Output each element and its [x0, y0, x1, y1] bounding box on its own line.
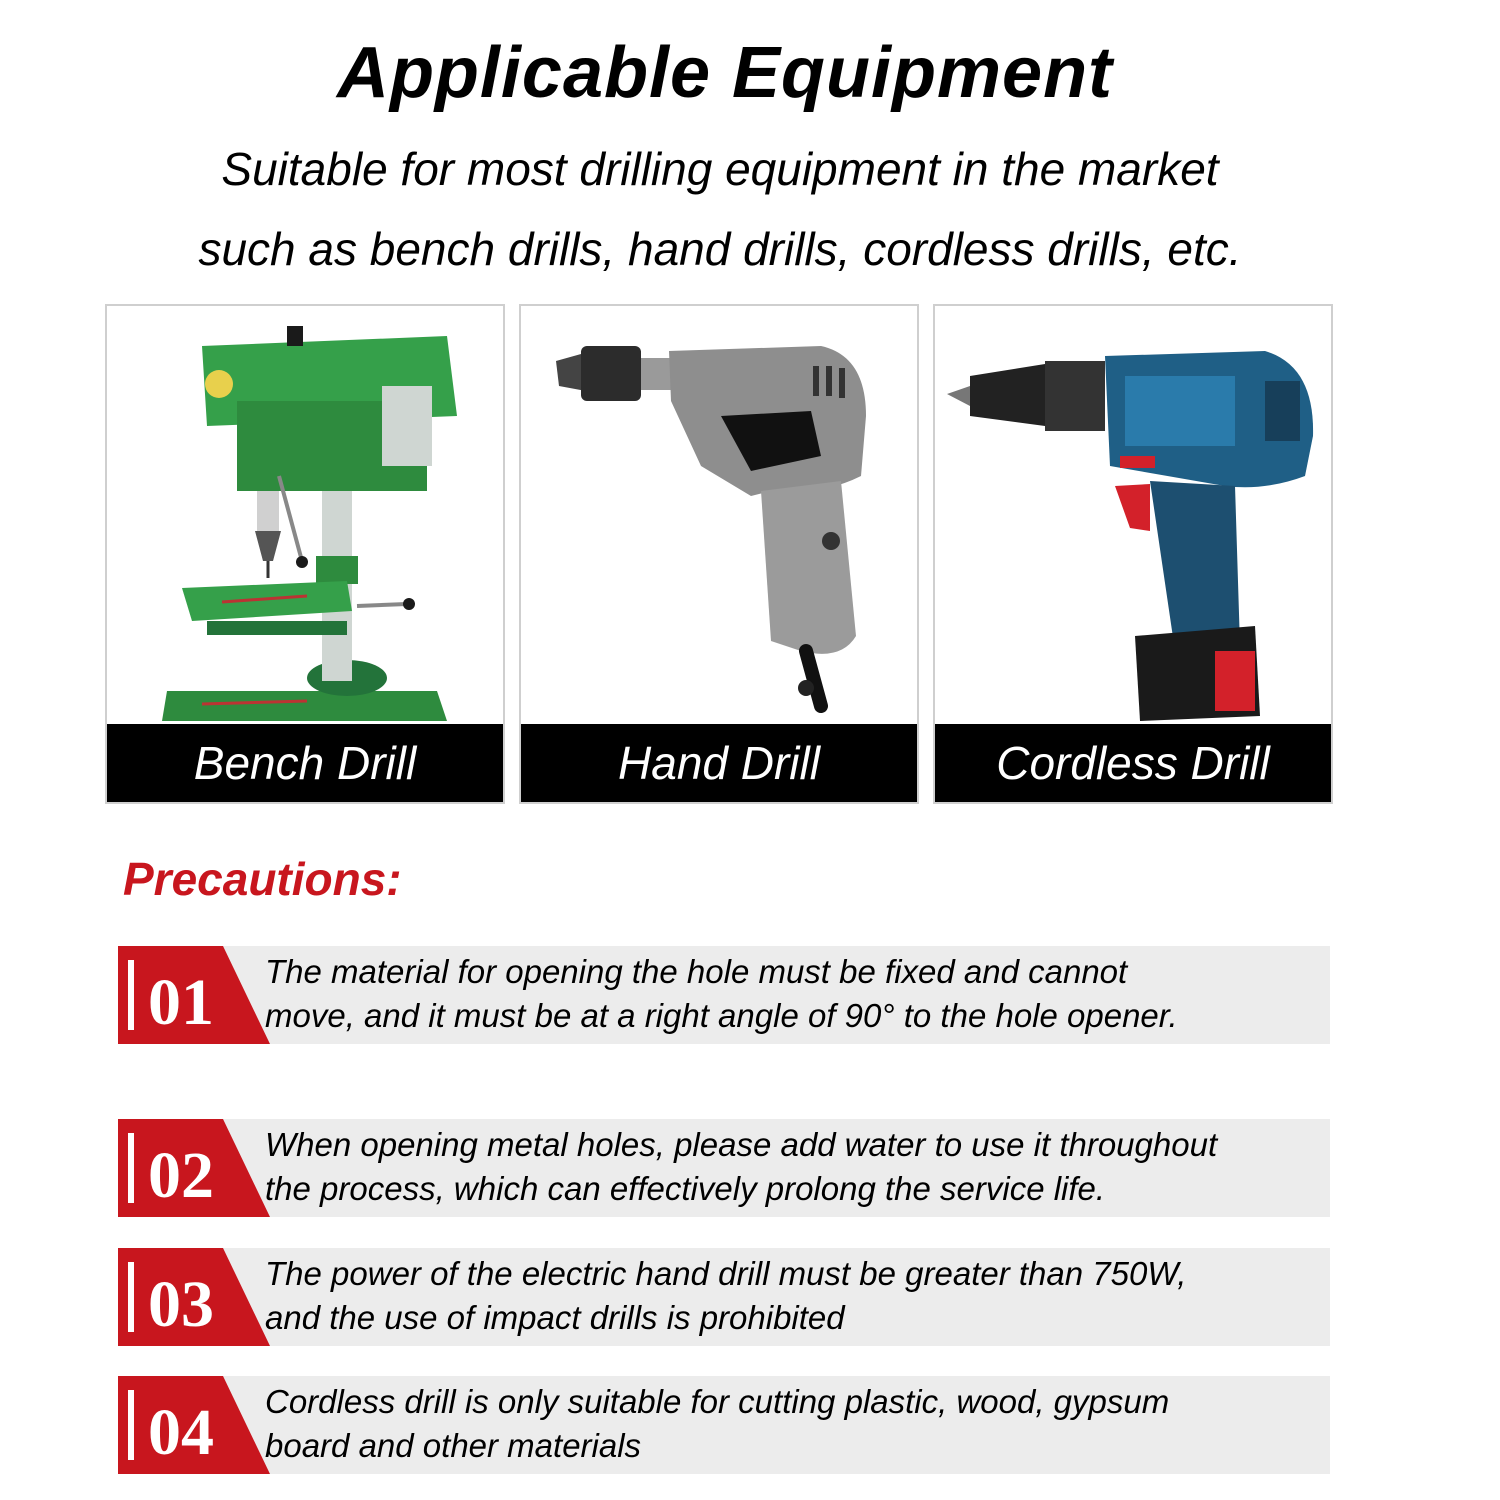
precaution-text-line-2: the process, which can effectively prolong the service life.	[265, 1170, 1106, 1207]
precautions-title: Precautions:	[123, 853, 402, 905]
precaution-item	[118, 1248, 1330, 1346]
cordless-drill-icon	[935, 306, 1331, 728]
precaution-text-line-1: Cordless drill is only suitable for cutting plastic, wood, gypsum	[265, 1383, 1170, 1420]
bench-drill-icon	[107, 306, 503, 728]
page-title: Applicable Equipment	[336, 33, 1114, 113]
subtitle-line-1: Suitable for most drilling equipment in the market	[221, 143, 1219, 195]
equipment-label: Hand Drill	[521, 724, 917, 802]
precaution-number: 03	[148, 1268, 214, 1341]
precaution-item	[118, 1376, 1330, 1474]
precaution-number: 04	[148, 1396, 214, 1469]
precaution-text-line-1: When opening metal holes, please add water to use it throughout	[265, 1126, 1218, 1163]
number-badge	[118, 1119, 278, 1217]
hand-drill-icon	[521, 306, 917, 728]
precaution-number: 02	[148, 1139, 214, 1212]
precaution-item	[118, 1119, 1330, 1217]
equipment-card-bench-drill	[105, 304, 505, 804]
equipment-label: Bench Drill	[107, 724, 503, 802]
precaution-text-line-2: move, and it must be at a right angle of 90° to the hole opener.	[265, 997, 1178, 1034]
precaution-text-line-1: The material for opening the hole must be fixed and cannot	[265, 953, 1128, 990]
precaution-number: 01	[148, 966, 214, 1039]
equipment-card-cordless-drill	[933, 304, 1333, 804]
number-badge	[118, 1376, 278, 1474]
number-badge	[118, 946, 278, 1044]
precaution-text-line-1: The power of the electric hand drill must be greater than 750W,	[265, 1255, 1187, 1292]
equipment-card-hand-drill	[519, 304, 919, 804]
number-badge	[118, 1248, 278, 1346]
precaution-text-line-2: and the use of impact drills is prohibited	[265, 1299, 845, 1336]
subtitle-line-2: such as bench drills, hand drills, cordless drills, etc.	[198, 223, 1242, 275]
equipment-label: Cordless Drill	[935, 724, 1331, 802]
precaution-item	[118, 946, 1330, 1044]
precaution-text-line-2: board and other materials	[265, 1427, 642, 1464]
